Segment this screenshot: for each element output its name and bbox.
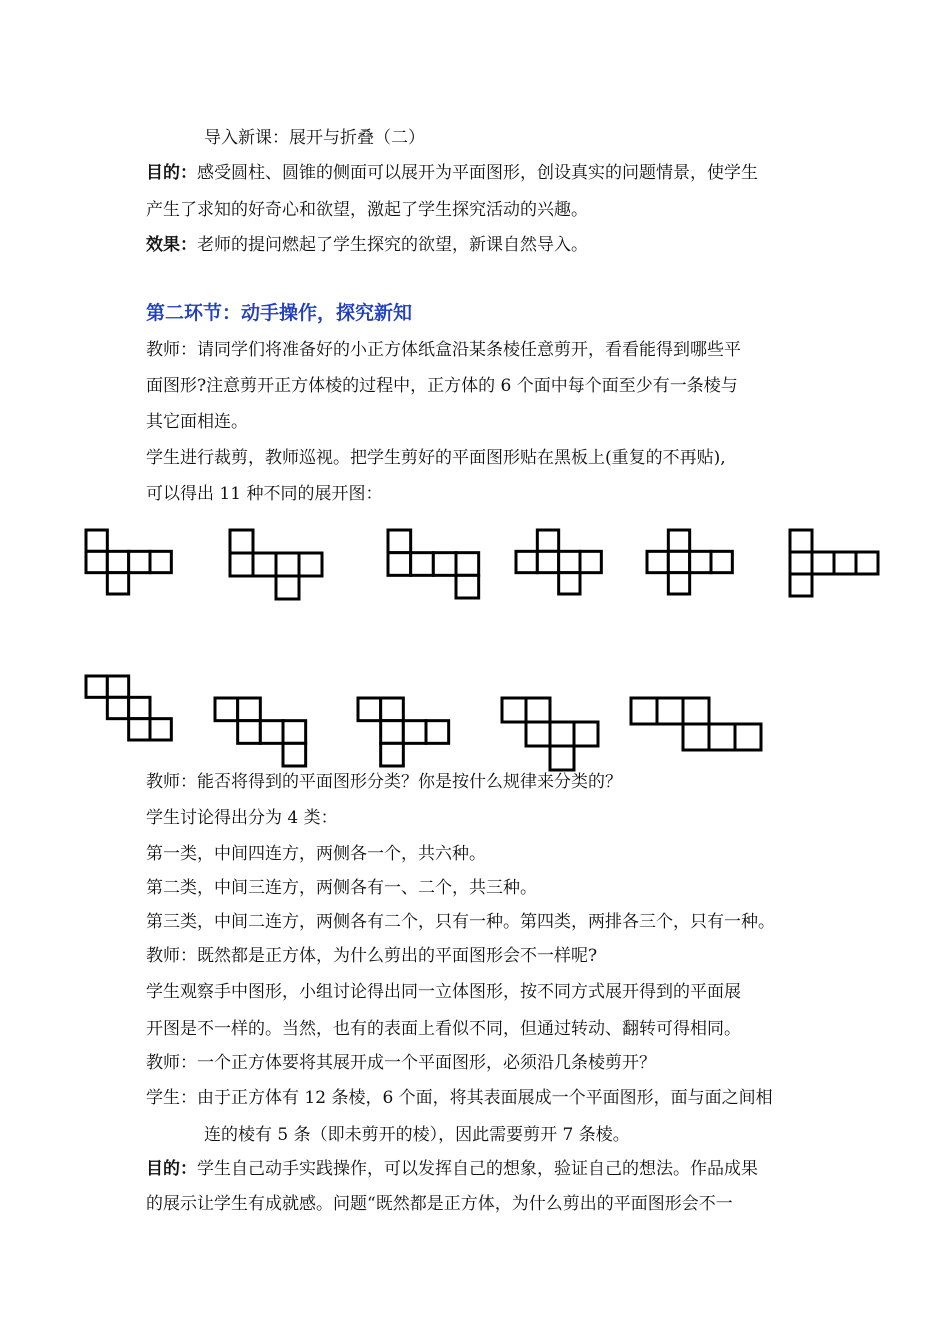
cube-net-9 — [356, 696, 462, 768]
student-line-4a: 学生：由于正方体有 12 条棱，6 个面，将其表面展成一个平面图形，面与面之间相 — [146, 1088, 773, 1108]
purpose-paragraph-1 — [146, 162, 826, 184]
net-8-cell-3 — [238, 721, 261, 744]
net-5-cell-5 — [711, 551, 732, 572]
cube-net-5 — [645, 528, 747, 596]
net-7-cell-3 — [107, 697, 128, 718]
net-9-cell-6 — [381, 743, 404, 766]
net-7-cell-5 — [129, 719, 150, 740]
net-11-cell-4 — [683, 724, 709, 750]
net-3-cell-3 — [411, 553, 434, 576]
student-line-1a: 学生进行裁剪，教师巡视。把学生剪好的平面图形贴在黑板上(重复的不再贴), — [146, 448, 726, 468]
net-2-cell-4 — [276, 553, 299, 576]
cube-net-8 — [213, 696, 311, 768]
net-9-cell-2 — [381, 698, 404, 721]
net-11-cell-1 — [631, 698, 657, 724]
net-5-cell-1 — [668, 530, 689, 551]
net-6-cell-1 — [790, 530, 812, 552]
net-2-cell-1 — [230, 530, 253, 553]
net-2-cell-2 — [230, 553, 253, 576]
net-2-cell-5 — [299, 553, 322, 576]
effect-label: 效果： — [146, 235, 197, 255]
student-line-1b: 可以得出 11 种不同的展开图： — [146, 484, 383, 504]
cube-net-7 — [84, 674, 182, 742]
net-4-cell-6 — [559, 573, 580, 594]
net-7-cell-1 — [86, 676, 107, 697]
net-6-cell-3 — [812, 552, 834, 574]
net-2-cell-6 — [276, 576, 299, 599]
net-1-cell-5 — [150, 551, 171, 572]
net-10-cell-6 — [550, 746, 574, 770]
net-1-cell-3 — [107, 551, 128, 572]
net-5-cell-2 — [647, 551, 668, 572]
net-7-cell-6 — [150, 719, 171, 740]
net-8-cell-5 — [283, 721, 306, 744]
purpose-label-2: 目的： — [146, 1159, 197, 1179]
net-9-cell-1 — [358, 698, 381, 721]
net-4-cell-5 — [580, 551, 601, 572]
net-3-cell-1 — [388, 530, 411, 553]
net-1-cell-4 — [129, 551, 150, 572]
cube-net-1 — [84, 528, 186, 596]
cube-net-2 — [228, 528, 324, 604]
class-1: 第一类，中间四连方，两侧各一个，共六种。 — [146, 844, 486, 864]
teacher-line-1a: 教师：请同学们将准备好的小正方体纸盒沿某条棱任意剪开，看看能得到哪些平 — [146, 340, 741, 360]
purpose-paragraph-2-cont: 的展示让学生有成就感。问题“既然都是正方体，为什么剪出的平面图形会不一 — [146, 1194, 733, 1214]
net-6-cell-2 — [790, 552, 812, 574]
net-4-cell-2 — [516, 551, 537, 572]
net-2-cell-3 — [253, 553, 276, 576]
net-4-cell-3 — [537, 551, 558, 572]
purpose-paragraph-2 — [146, 1158, 826, 1180]
net-1-cell-2 — [86, 551, 107, 572]
net-7-cell-2 — [107, 676, 128, 697]
purpose-paragraph-1-cont: 产生了求知的好奇心和欲望，激起了学生探究活动的兴趣。 — [146, 200, 588, 220]
net-9-cell-5 — [426, 721, 449, 744]
net-7-cell-4 — [129, 697, 150, 718]
net-1-cell-6 — [107, 573, 128, 594]
net-8-cell-4 — [260, 721, 283, 744]
net-10-cell-1 — [502, 698, 526, 722]
cube-net-4 — [514, 528, 610, 596]
net-9-cell-3 — [381, 721, 404, 744]
net-5-cell-6 — [668, 573, 689, 594]
intro-title: 导入新课：展开与折叠（二） — [204, 128, 425, 148]
net-8-cell-2 — [238, 698, 261, 721]
teacher-line-1c: 其它面相连。 — [146, 412, 248, 432]
net-11-cell-3 — [683, 698, 709, 724]
teacher-line-3: 教师：既然都是正方体，为什么剪出的平面图形会不一样呢? — [146, 946, 598, 966]
net-10-cell-4 — [550, 722, 574, 746]
net-8-cell-1 — [215, 698, 238, 721]
net-4-cell-1 — [537, 530, 558, 551]
purpose-text: 感受圆柱、圆锥的侧面可以展开为平面图形，创设真实的问题情景，使学生 — [197, 163, 758, 183]
cube-net-3 — [386, 528, 482, 600]
teacher-line-2: 教师：能否将得到的平面图形分类？你是按什么规律来分类的？ — [146, 772, 622, 792]
purpose-label: 目的： — [146, 163, 197, 183]
net-3-cell-5 — [456, 553, 479, 576]
net-8-cell-6 — [283, 743, 306, 766]
student-line-2: 学生讨论得出分为 4 类： — [146, 808, 338, 828]
net-6-cell-6 — [790, 574, 812, 596]
class-2: 第二类，中间三连方，两侧各有一、二个，共三种。 — [146, 878, 537, 898]
effect-paragraph — [146, 234, 826, 256]
net-10-cell-3 — [526, 722, 550, 746]
net-5-cell-3 — [668, 551, 689, 572]
net-3-cell-6 — [456, 575, 479, 598]
cube-net-10 — [500, 696, 614, 772]
net-11-cell-5 — [709, 724, 735, 750]
effect-text: 老师的提问燃起了学生探究的欲望，新课自然导入。 — [197, 235, 588, 255]
net-6-cell-4 — [834, 552, 856, 574]
purpose-text-2: 学生自己动手实践操作，可以发挥自己的想象，验证自己的想法。作品成果 — [197, 1159, 758, 1179]
section-heading: 第二环节：动手操作，探究新知 — [146, 302, 413, 324]
cube-net-11 — [629, 696, 767, 752]
student-line-3b: 开图是不一样的。当然，也有的表面上看似不同，但通过转动、翻转可得相同。 — [146, 1019, 741, 1039]
net-1-cell-1 — [86, 530, 107, 551]
net-9-cell-4 — [403, 721, 426, 744]
student-line-4b: 连的棱有 5 条（即未剪开的棱），因此需要剪开 7 条棱。 — [204, 1125, 630, 1145]
teacher-line-4: 教师：一个正方体要将其展开成一个平面图形，必须沿几条棱剪开？ — [146, 1053, 656, 1073]
net-11-cell-2 — [657, 698, 683, 724]
class-3: 第三类，中间二连方，两侧各有二个，只有一种。第四类，两排各三个，只有一种。 — [146, 912, 775, 932]
net-10-cell-2 — [526, 698, 550, 722]
net-4-cell-4 — [559, 551, 580, 572]
teacher-line-1b: 面图形?注意剪开正方体棱的过程中，正方体的 6 个面中每个面至少有一条棱与 — [146, 376, 738, 396]
net-6-cell-5 — [856, 552, 878, 574]
cube-net-6 — [788, 528, 880, 600]
student-line-3a: 学生观察手中图形，小组讨论得出同一立体图形，按不同方式展开得到的平面展 — [146, 982, 741, 1002]
net-10-cell-5 — [574, 722, 598, 746]
net-3-cell-2 — [388, 553, 411, 576]
net-11-cell-6 — [735, 724, 761, 750]
net-5-cell-4 — [690, 551, 711, 572]
net-3-cell-4 — [433, 553, 456, 576]
